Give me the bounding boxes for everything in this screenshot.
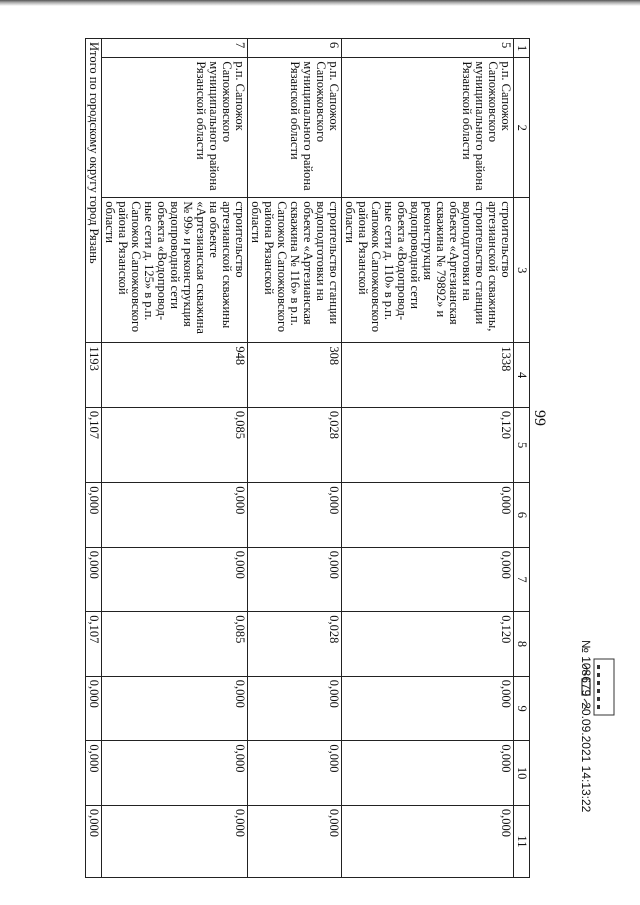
value-cell: 0,000 bbox=[102, 741, 248, 806]
total-value: 0,107 bbox=[86, 407, 102, 482]
value-cell: 0,085 bbox=[102, 612, 248, 677]
value-cell: 0,000 bbox=[342, 676, 514, 741]
total-value: 0,000 bbox=[86, 547, 102, 612]
total-value: 1193 bbox=[86, 343, 102, 408]
value-cell: 0,120 bbox=[342, 612, 514, 677]
rotated-table-container bbox=[85, 38, 530, 878]
total-label: Итого по городскому округу город Рязань bbox=[86, 39, 102, 343]
value-cell: 0,000 bbox=[102, 483, 248, 548]
doc-datetime: 20.09.2021 14:13:22 bbox=[579, 702, 593, 813]
scan-edge bbox=[0, 0, 640, 6]
total-value: 0,000 bbox=[86, 805, 102, 877]
col-header: 4 bbox=[514, 343, 530, 408]
value-cell: 0,000 bbox=[248, 547, 342, 612]
place-cell: р.п. Сапожок Сапожковского муниципального района Рязанской области bbox=[342, 58, 514, 198]
data-table bbox=[85, 38, 530, 878]
value-cell: 948 bbox=[102, 343, 248, 408]
total-value: 0,000 bbox=[86, 676, 102, 741]
page-number: 99 bbox=[531, 410, 548, 426]
object-cell: строительство артезианской скважины, строительство станции водоподготовки на объекте «Артезианская скважина № 79892» и реконструкция водопроводной сети объекта «Водопровод-ные сети д. 110» в р.п. Сапожок Сапожковского района Рязанской области bbox=[342, 198, 514, 343]
col-header: 8 bbox=[514, 612, 530, 677]
value-cell: 0,000 bbox=[248, 741, 342, 806]
value-cell: 0,000 bbox=[248, 805, 342, 877]
row-number: 7 bbox=[102, 39, 248, 58]
value-cell: 308 bbox=[248, 343, 342, 408]
object-cell: строительство артезианской скважины на объекте «Артезианская скважина № 99» и реконструкция водопроводной сети объекта «Водопровод-ные сети д. 125» в р.п. Сапожок Сапожковского района Рязанской области bbox=[102, 198, 248, 343]
place-cell: р.п. Сапожок Сапожковского муниципального района Рязанской области bbox=[102, 58, 248, 198]
col-header: 2 bbox=[514, 58, 530, 198]
value-cell: 0,000 bbox=[342, 483, 514, 548]
col-header: 3 bbox=[514, 198, 530, 343]
row-number: 5 bbox=[342, 39, 514, 58]
table-row bbox=[102, 39, 248, 878]
doc-number: № 108679 bbox=[579, 640, 593, 697]
value-cell: 0,000 bbox=[342, 547, 514, 612]
value-cell: 1338 bbox=[342, 343, 514, 408]
col-header: 11 bbox=[514, 805, 530, 877]
value-cell: 0,000 bbox=[248, 676, 342, 741]
value-cell: 0,000 bbox=[248, 483, 342, 548]
value-cell: 0,028 bbox=[248, 612, 342, 677]
row-number: 6 bbox=[248, 39, 342, 58]
value-cell: 0,120 bbox=[342, 407, 514, 482]
value-cell: 0,000 bbox=[342, 805, 514, 877]
value-cell: 0,028 bbox=[248, 407, 342, 482]
col-header: 7 bbox=[514, 547, 530, 612]
place-cell: р.п. Сапожок Сапожковского муниципального района Рязанской области bbox=[248, 58, 342, 198]
col-header: 6 bbox=[514, 483, 530, 548]
value-cell: 0,085 bbox=[102, 407, 248, 482]
total-value: 0,000 bbox=[86, 741, 102, 806]
value-cell: 0,000 bbox=[102, 676, 248, 741]
col-header: 5 bbox=[514, 407, 530, 482]
total-row bbox=[86, 39, 102, 878]
col-header: 9 bbox=[514, 676, 530, 741]
registration-stamp bbox=[579, 640, 593, 812]
value-cell: 0,000 bbox=[102, 805, 248, 877]
value-cell: 0,000 bbox=[102, 547, 248, 612]
total-value: 0,107 bbox=[86, 612, 102, 677]
total-value: 0,000 bbox=[86, 483, 102, 548]
table-row bbox=[342, 39, 514, 878]
table-row bbox=[248, 39, 342, 878]
col-header: 1 bbox=[514, 39, 530, 58]
col-header: 10 bbox=[514, 741, 530, 806]
object-cell: строительство станции водоподготовки на объекте «Артезианская скважина № 116» в р.п. Сапожок Сапожковского района Рязанской области bbox=[248, 198, 342, 343]
value-cell: 0,000 bbox=[342, 741, 514, 806]
table-header-row bbox=[514, 39, 530, 878]
